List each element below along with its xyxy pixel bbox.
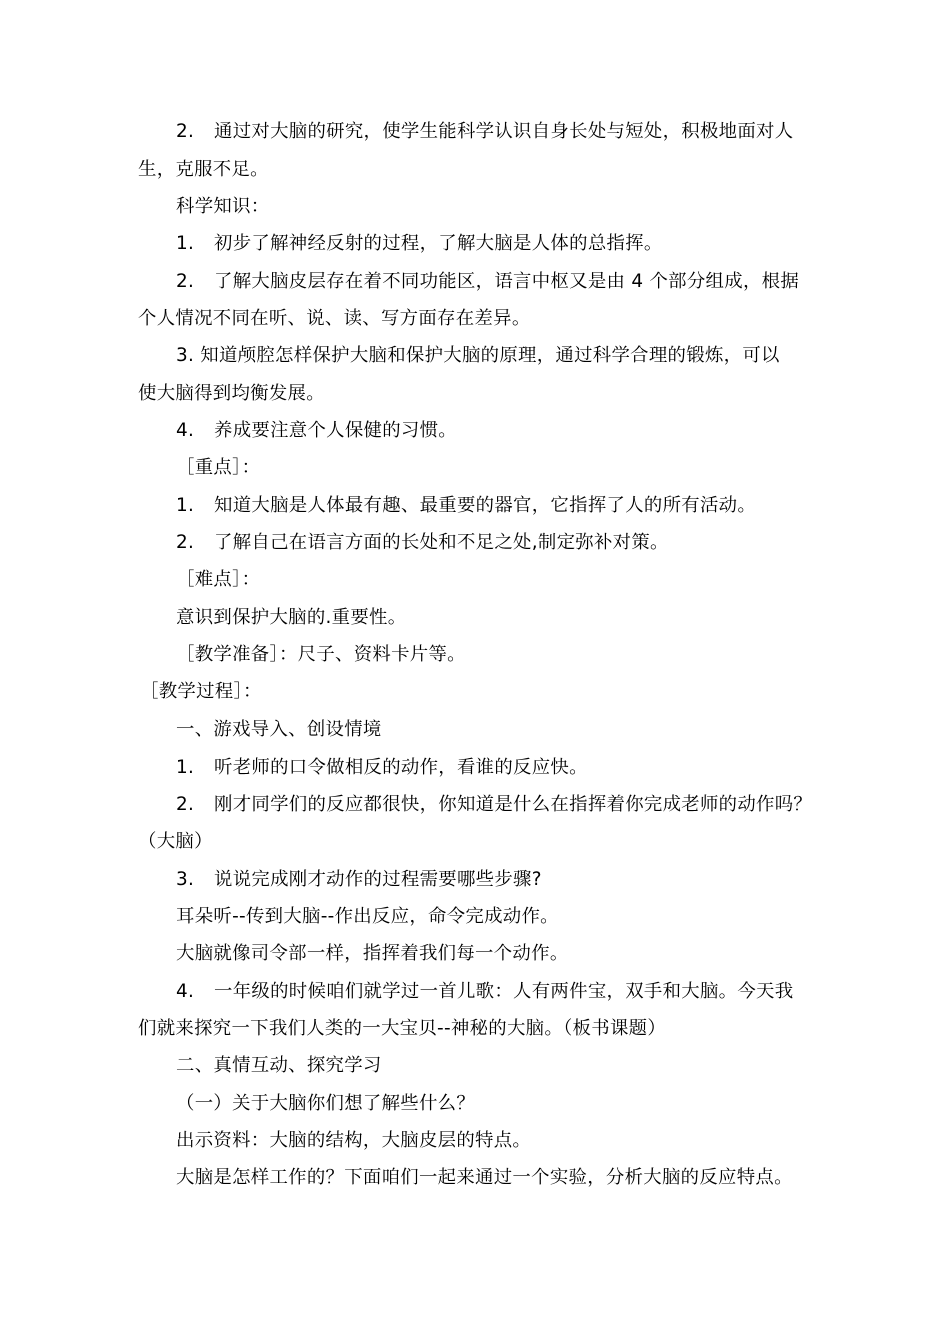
list-number: 4. xyxy=(176,420,195,441)
list-number: 4. xyxy=(176,981,195,1002)
paragraph-line: 4. 一年级的时候咱们就学过一首儿歌：人有两件宝，双手和大脑。今天我 xyxy=(176,981,794,1002)
paragraph-line: 2. 通过对大脑的研究，使学生能科学认识自身长处与短处，积极地面对人 xyxy=(176,121,794,142)
section-heading: 科学知识： xyxy=(176,196,270,217)
list-number: 2. xyxy=(176,794,195,815)
paragraph-line: 1. 听老师的口令做相反的动作，看谁的反应快。 xyxy=(176,757,588,778)
paragraph-line: 3. 知道颅腔怎样保护大脑和保护大脑的原理，通过科学合理的锻炼，可以 xyxy=(176,345,780,366)
paragraph-line: 个人情况不同在听、说、读、写方面存在差异。 xyxy=(138,308,531,329)
paragraph-line: ［教学准备］：尺子、资料卡片等。 xyxy=(176,644,466,665)
list-number: 2. xyxy=(176,271,195,292)
list-number: 1. xyxy=(176,757,195,778)
paragraph-line: 3. 说说完成刚才动作的过程需要哪些步骤? xyxy=(176,869,542,890)
paragraph-line: 1. 初步了解神经反射的过程，了解大脑是人体的总指挥。 xyxy=(176,233,663,254)
section-heading: （一）关于大脑你们想了解些什么？ xyxy=(176,1093,476,1114)
paragraph-line: 1. 知道大脑是人体最有趣、最重要的器官，它指挥了人的所有活动。 xyxy=(176,495,757,516)
section-heading: ［教学过程］： xyxy=(140,681,262,702)
paragraph-line: 大脑是怎样工作的？下面咱们一起来通过一个实验，分析大脑的反应特点。 xyxy=(176,1167,793,1188)
list-number: 1. xyxy=(176,495,195,516)
section-heading: 二、真情互动、探究学习 xyxy=(176,1055,382,1076)
list-number: 3. xyxy=(176,869,195,890)
section-heading: ［难点］： xyxy=(176,569,261,590)
paragraph-line: 2. 刚才同学们的反应都很快，你知道是什么在指挥着你完成老师的动作吗？ xyxy=(176,794,813,815)
paragraph-line: （大脑） xyxy=(138,831,213,852)
paragraph-line: 2. 了解大脑皮层存在着不同功能区，语言中枢又是由 4 个部分组成，根据 xyxy=(176,271,800,292)
list-number: 2. xyxy=(176,121,195,142)
list-number: 2. xyxy=(176,532,195,553)
section-heading: 一、游戏导入、创设情境 xyxy=(176,719,382,740)
paragraph-line: 们就来探究一下我们人类的一大宝贝--神秘的大脑。（板书课题） xyxy=(138,1018,667,1039)
paragraph-line: 使大脑得到均衡发展。 xyxy=(138,383,325,404)
paragraph-line: 大脑就像司令部一样，指挥着我们每一个动作。 xyxy=(176,943,569,964)
paragraph-line: 2. 了解自己在语言方面的长处和不足之处,制定弥补对策。 xyxy=(176,532,669,553)
paragraph-line: 出示资料：大脑的结构，大脑皮层的特点。 xyxy=(176,1130,532,1151)
section-heading: ［重点］： xyxy=(176,457,261,478)
list-number: 1. xyxy=(176,233,195,254)
paragraph-line: 4. 养成要注意个人保健的习惯。 xyxy=(176,420,457,441)
paragraph-line: 意识到保护大脑的.重要性。 xyxy=(176,607,407,628)
paragraph-line: 耳朵听--传到大脑--作出反应，命令完成动作。 xyxy=(176,906,559,927)
paragraph-line: 生，克服不足。 xyxy=(138,159,269,180)
